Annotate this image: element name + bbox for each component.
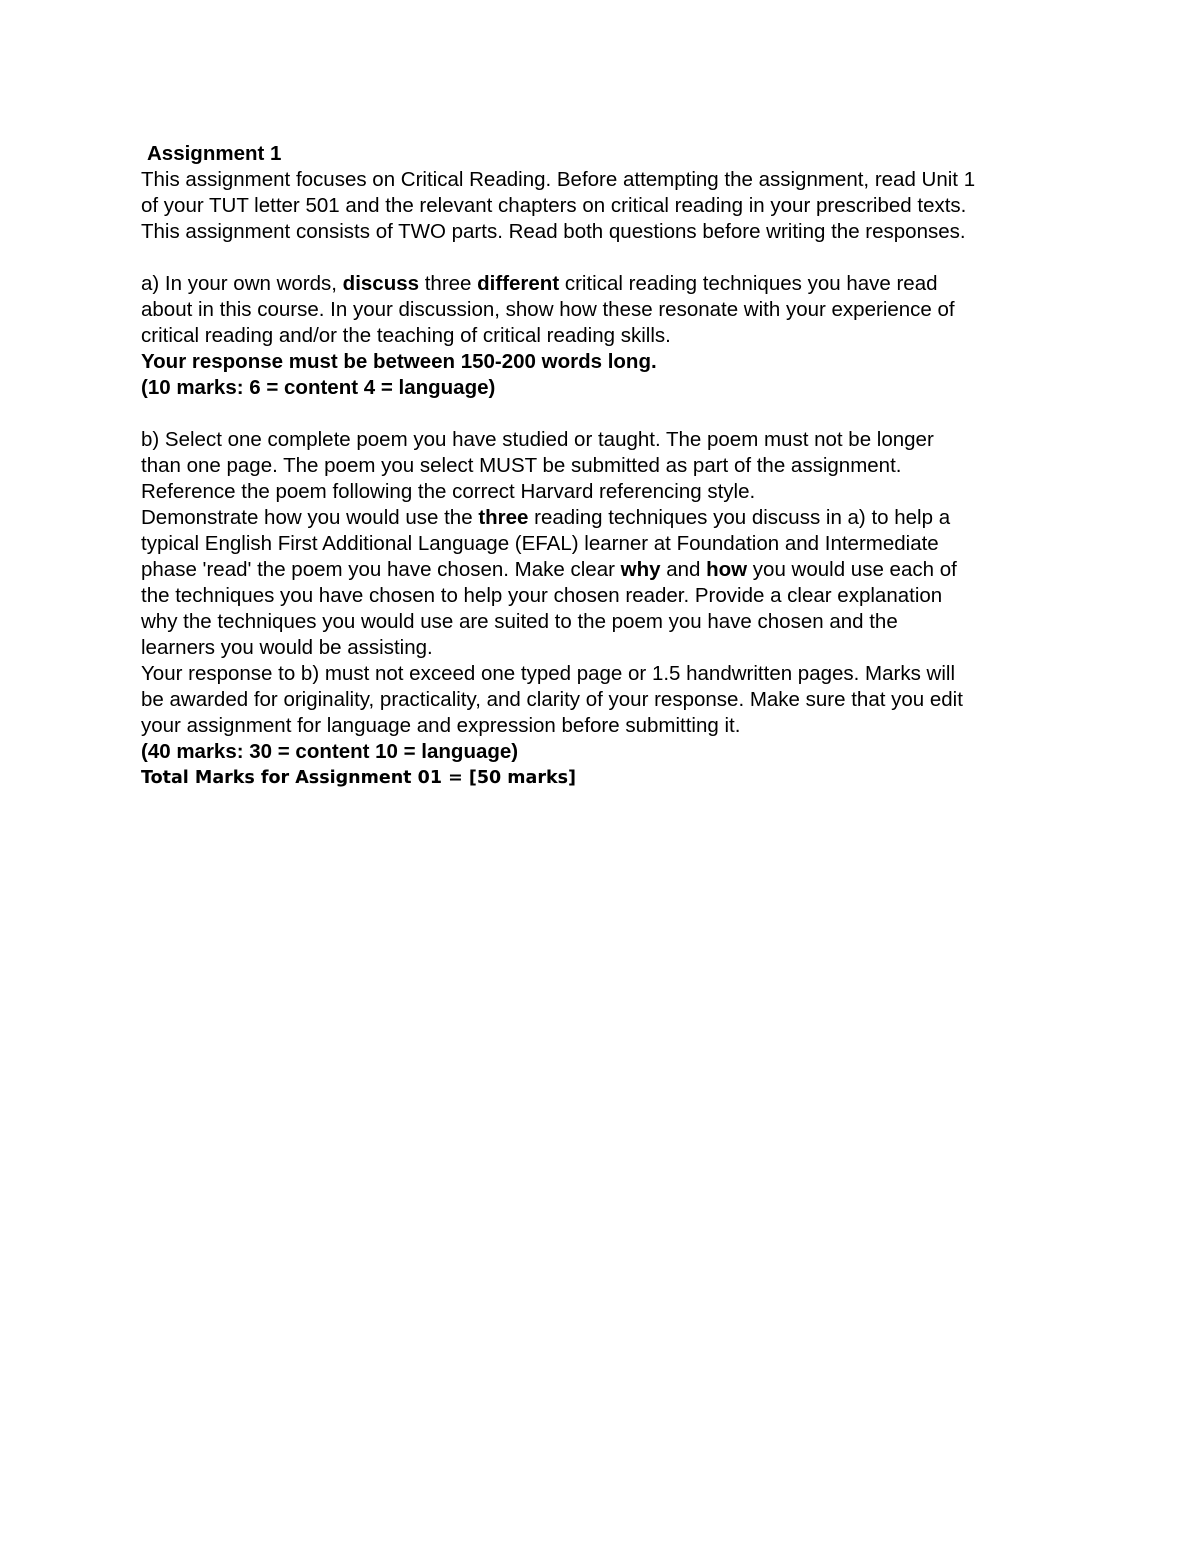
- part-b-line-11: be awarded for originality, practicality, and clarity of your response. Make sure that you edit: [141, 688, 963, 711]
- assignment-title: Assignment 1: [147, 142, 282, 165]
- part-b-text: you would use each of: [747, 558, 957, 581]
- spacer: [141, 245, 1071, 271]
- part-b-marks: (40 marks: 30 = content 10 = language): [141, 740, 519, 763]
- emphasis-discuss: discuss: [342, 272, 420, 295]
- part-b-line-12: your assignment for language and expression before submitting it.: [141, 714, 741, 737]
- part-b-line-6: [141, 557, 1071, 583]
- part-a-text: three: [419, 272, 478, 295]
- part-b-text: Demonstrate how you would use the: [141, 506, 479, 529]
- emphasis-three: three: [478, 506, 529, 529]
- part-b-line-8: why the techniques you would use are suited to the poem you have chosen and the: [141, 610, 898, 633]
- part-b-line-1: b) Select one complete poem you have studied or taught. The poem must not be longer: [141, 428, 934, 451]
- intro-line-1: This assignment focuses on Critical Reading. Before attempting the assignment, read Unit 1: [141, 168, 976, 191]
- part-b-line-4: [141, 505, 1071, 531]
- part-a-length-note: Your response must be between 150-200 words long.: [141, 350, 657, 373]
- part-b-line-7: the techniques you have chosen to help your chosen reader. Provide a clear explanation: [141, 584, 943, 607]
- emphasis-how: how: [706, 558, 748, 581]
- part-a-line-2: about in this course. In your discussion, show how these resonate with your experience of: [141, 298, 955, 321]
- part-a-line-1: [141, 271, 1071, 297]
- emphasis-why: why: [620, 558, 661, 581]
- part-b-text: reading techniques you discuss in a) to help a: [528, 506, 951, 529]
- part-b-line-3: Reference the poem following the correct Harvard referencing style.: [141, 480, 756, 503]
- total-marks: Total Marks for Assignment 01 = [50 marks]: [141, 768, 577, 788]
- intro-line-3: This assignment consists of TWO parts. Read both questions before writing the responses.: [141, 220, 966, 243]
- emphasis-different: different: [477, 272, 560, 295]
- part-a-text: a) In your own words,: [141, 272, 343, 295]
- part-b-text: and: [660, 558, 707, 581]
- part-a-line-3: critical reading and/or the teaching of critical reading skills.: [141, 324, 671, 347]
- assignment-content: [141, 141, 1071, 791]
- part-b-text: phase 'read' the poem you have chosen. Make clear: [141, 558, 621, 581]
- part-b-line-9: learners you would be assisting.: [141, 636, 433, 659]
- part-a-text: critical reading techniques you have read: [559, 272, 938, 295]
- spacer: [141, 401, 1071, 427]
- part-b-line-10: Your response to b) must not exceed one typed page or 1.5 handwritten pages. Marks will: [141, 662, 956, 685]
- part-b-line-2: than one page. The poem you select MUST be submitted as part of the assignment.: [141, 454, 902, 477]
- part-a-marks: (10 marks: 6 = content 4 = language): [141, 376, 496, 399]
- part-b-line-5: typical English First Additional Language (EFAL) learner at Foundation and Intermediate: [141, 532, 939, 555]
- intro-line-2: of your TUT letter 501 and the relevant chapters on critical reading in your prescribed texts.: [141, 194, 967, 217]
